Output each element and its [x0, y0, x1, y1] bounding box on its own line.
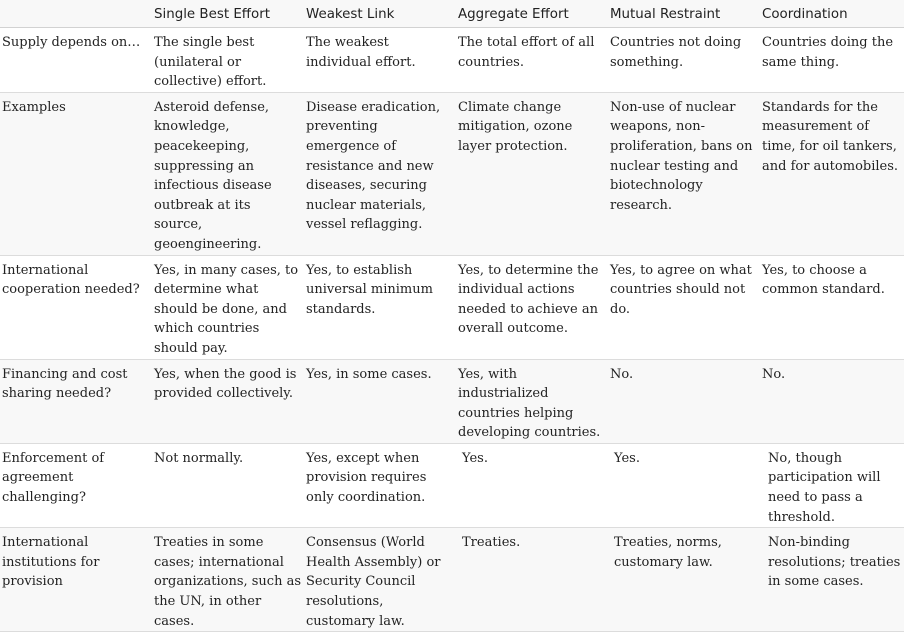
row-label: Enforcement of agreement challenging?: [0, 443, 152, 527]
table-cell: Not normally.: [152, 443, 304, 527]
table-cell: Treaties.: [456, 528, 608, 632]
table-cell: Non-binding resolutions; treaties in some cases.: [760, 528, 904, 632]
table-cell: Treaties in some cases; international organizations, such as the UN, in other cases.: [152, 528, 304, 632]
header-aggregate-effort: Aggregate Effort: [456, 0, 608, 28]
table-row: [0, 528, 904, 632]
table-cell: Consensus (World Health Assembly) or Security Council resolutions, customary law.: [304, 528, 456, 632]
header-mutual-restraint: Mutual Restraint: [608, 0, 760, 28]
table-cell: Yes, with industrialized countries helping developing countries.: [456, 359, 608, 443]
table-cell: No.: [760, 359, 904, 443]
table-cell: Yes, to determine the individual actions needed to achieve an overall outcome.: [456, 255, 608, 359]
row-label: Supply depends on…: [0, 28, 152, 93]
table-header: [0, 0, 904, 28]
header-row: [0, 0, 904, 28]
table-cell: Asteroid defense, knowledge, peacekeeping, suppressing an infectious disease outbreak at its source, geoengineering.: [152, 92, 304, 255]
table-cell: Yes, in many cases, to determine what should be done, and which countries should pay.: [152, 255, 304, 359]
table-cell: Non-use of nuclear weapons, non-proliferation, bans on nuclear testing and biotechnology research.: [608, 92, 760, 255]
table-cell: Standards for the measurement of time, for oil tankers, and for automobiles.: [760, 92, 904, 255]
row-label: Financing and cost sharing needed?: [0, 359, 152, 443]
row-label: International cooperation needed?: [0, 255, 152, 359]
table-row: [0, 92, 904, 255]
row-label: Examples: [0, 92, 152, 255]
header-single-best-effort: Single Best Effort: [152, 0, 304, 28]
table-cell: Yes, to establish universal minimum standards.: [304, 255, 456, 359]
table-cell: Disease eradication, preventing emergence of resistance and new diseases, securing nuclear materials, vessel reflagging.: [304, 92, 456, 255]
table-cell: Yes, except when provision requires only coordination.: [304, 443, 456, 527]
table-cell: Yes, to choose a common standard.: [760, 255, 904, 359]
table-cell: Yes, when the good is provided collectively.: [152, 359, 304, 443]
header-coordination: Coordination: [760, 0, 904, 28]
table-cell: The total effort of all countries.: [456, 28, 608, 93]
table-cell: Yes, in some cases.: [304, 359, 456, 443]
header-cell-empty: [0, 0, 152, 28]
table-cell: Yes.: [608, 443, 760, 527]
table-row: [0, 255, 904, 359]
table-cell: The single best (unilateral or collective) effort.: [152, 28, 304, 93]
header-weakest-link: Weakest Link: [304, 0, 456, 28]
table-cell: Yes, to agree on what countries should not do.: [608, 255, 760, 359]
table-cell: Countries doing the same thing.: [760, 28, 904, 93]
table-cell: No.: [608, 359, 760, 443]
table-cell: No, though participation will need to pass a threshold.: [760, 443, 904, 527]
table-row: [0, 443, 904, 527]
table-cell: Yes.: [456, 443, 608, 527]
row-label: International institutions for provision: [0, 528, 152, 632]
table-body: [0, 28, 904, 632]
table-cell: Countries not doing something.: [608, 28, 760, 93]
table-row: [0, 359, 904, 443]
table-cell: Climate change mitigation, ozone layer protection.: [456, 92, 608, 255]
table-cell: Treaties, norms, customary law.: [608, 528, 760, 632]
table-row: [0, 28, 904, 93]
table-cell: The weakest individual effort.: [304, 28, 456, 93]
